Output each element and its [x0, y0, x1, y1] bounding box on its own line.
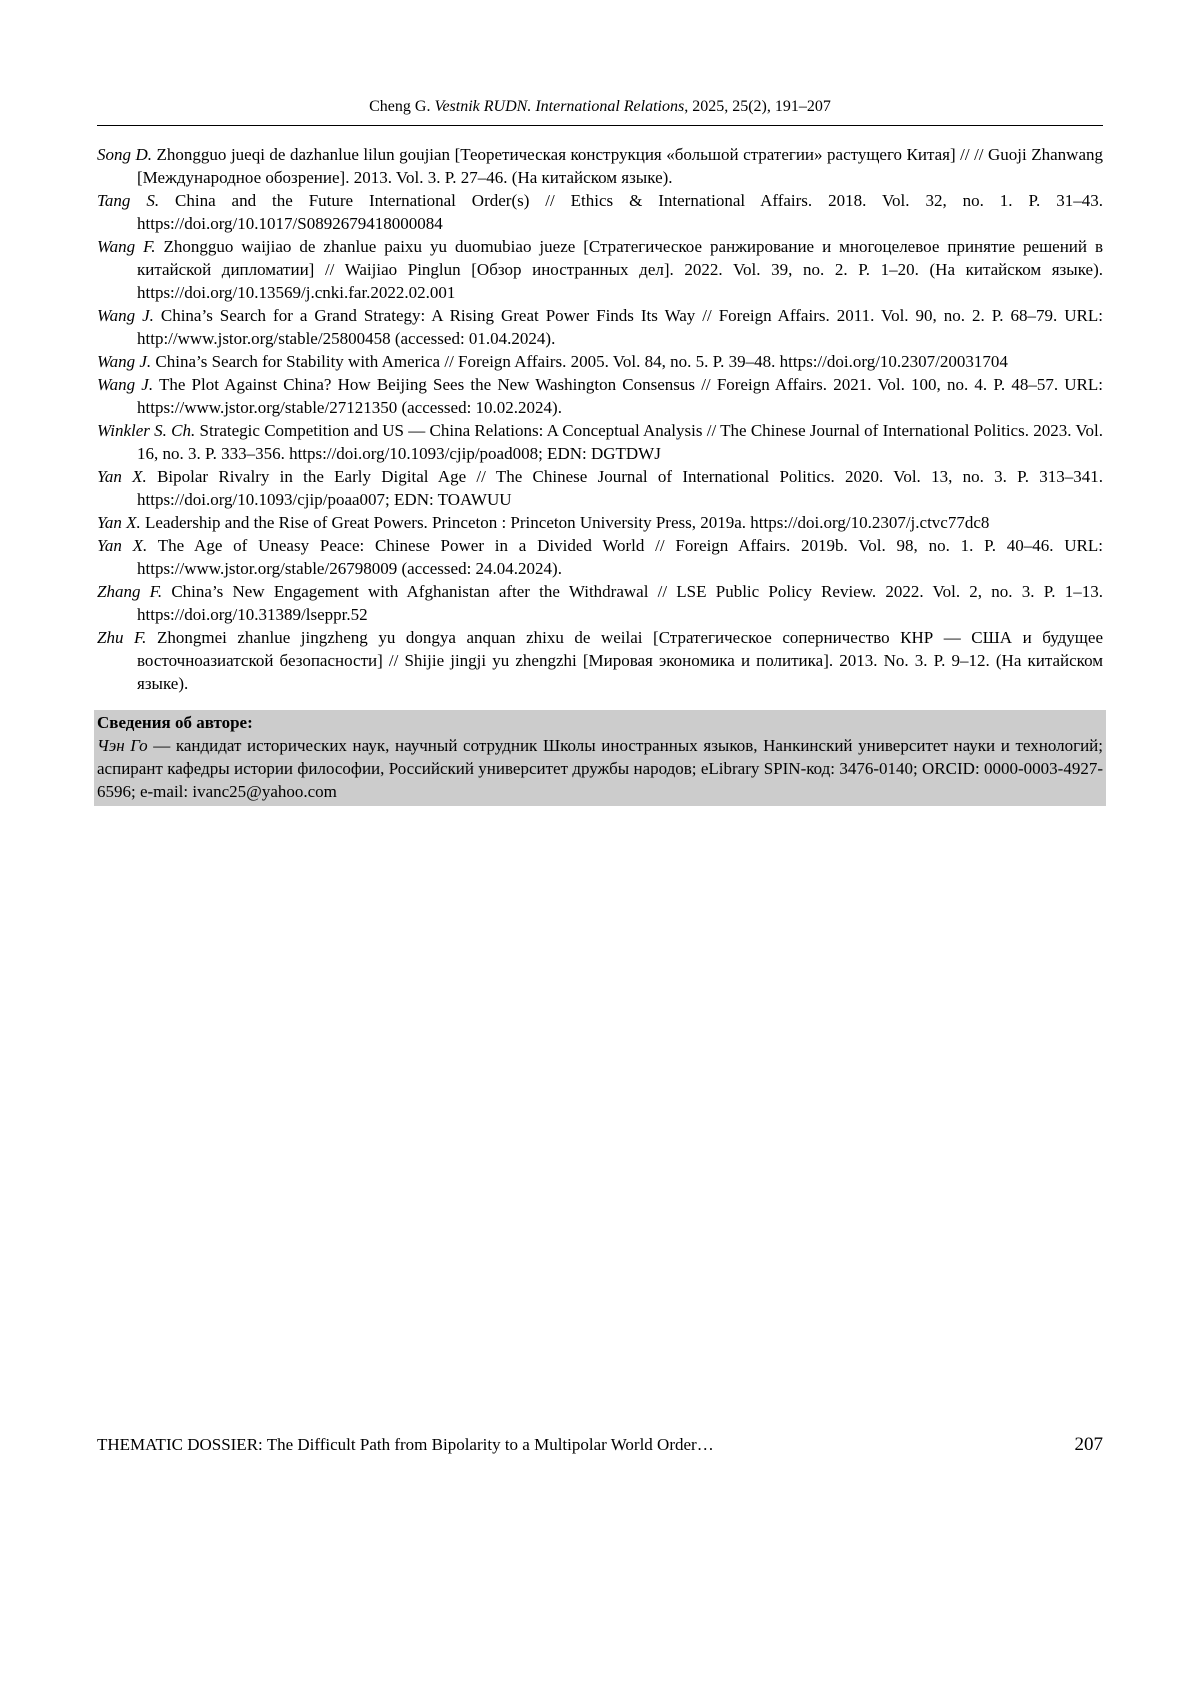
- reference-entry: [97, 350, 1103, 373]
- reference-entry: [97, 373, 1103, 419]
- reference-entry: [97, 189, 1103, 235]
- reference-entry: [97, 143, 1103, 189]
- reference-list: [97, 143, 1103, 695]
- reference-author: Tang S.: [97, 191, 160, 210]
- reference-text: China’s Search for Stability with America // Foreign Affairs. 2005. Vol. 84, no. 5. P. 39–48. https://doi.org/10.2307/20031704: [151, 352, 1008, 371]
- reference-entry: [97, 304, 1103, 350]
- reference-entry: [97, 235, 1103, 304]
- reference-text: Leadership and the Rise of Great Powers. Princeton : Princeton University Press, 2019a. https://doi.org/10.2307/j.ctvc77dc8: [140, 513, 990, 532]
- reference-text: The Age of Uneasy Peace: Chinese Power in a Divided World // Foreign Affairs. 2019b. Vol. 98, no. 1. P. 40–46. URL: https://www.jstor.org/stable/26798009 (accessed: 24.04.2024).: [137, 536, 1103, 578]
- reference-author: Wang J.: [97, 352, 152, 371]
- reference-text: China’s New Engagement with Afghanistan after the Withdrawal // LSE Public Policy Review. 2022. Vol. 2, no. 3. P. 1–13. https://doi.org/10.31389/lseppr.52: [137, 582, 1103, 624]
- reference-entry: [97, 534, 1103, 580]
- reference-entry: [97, 419, 1103, 465]
- running-head-author: Cheng G.: [369, 98, 435, 115]
- reference-author: Yan X.: [97, 513, 141, 532]
- reference-text: Zhongguo jueqi de dazhanlue lilun goujian [Теоретическая конструкция «большой стратегии» растущего Китая] // // Guoji Zhanwang [Международное обозрение]. 2013. Vol. 3. P. 27–46. (На китайском языке).: [137, 145, 1104, 187]
- running-head-journal: Vestnik RUDN. International Relations: [434, 98, 685, 115]
- reference-author: Winkler S. Ch.: [97, 421, 196, 440]
- reference-entry: [97, 511, 1103, 534]
- reference-entry: [97, 626, 1103, 695]
- author-info-text: [97, 734, 1103, 803]
- reference-text: China and the Future International Order(s) // Ethics & International Affairs. 2018. Vol. 32, no. 1. P. 31–43. https://doi.org/10.1017/S0892679418000084: [137, 191, 1103, 233]
- reference-author: Zhu F.: [97, 628, 147, 647]
- author-bio-text: — кандидат исторических наук, научный сотрудник Школы иностранных языков, Нанкинский университет науки и технологий; аспирант кафедры истории философии, Российский университет дружбы народов; eLibrary SPIN-код: 3476-0140; ORCID: 0000-0003-4927-6596; e-mail: ivanc25@yahoo.com: [97, 736, 1104, 801]
- footer-page-number: 207: [1074, 1434, 1103, 1455]
- reference-text: Zhongguo waijiao de zhanlue paixu yu duomubiao jueze [Стратегическое ранжирование и многоцелевое принятие решений в китайской дипломатии] // Waijiao Pinglun [Обзор иностранных дел]. 2022. Vol. 39, no. 2. P. 1–20. (На китайском языке). https://doi.org/10.13569/j.cnki.far.2022.02.001: [137, 237, 1103, 302]
- header-rule: [97, 125, 1103, 126]
- reference-author: Zhang F.: [97, 582, 163, 601]
- reference-entry: [97, 465, 1103, 511]
- running-head-issue: , 2025, 25(2), 191–207: [684, 98, 831, 115]
- reference-author: Wang J.: [97, 306, 154, 325]
- reference-author: Wang F.: [97, 237, 156, 256]
- page-content: [0, 0, 1200, 806]
- author-name: Чэн Го: [97, 736, 148, 755]
- reference-text: Strategic Competition and US — China Relations: A Conceptual Analysis // The Chinese Journal of International Politics. 2023. Vol. 16, no. 3. P. 333–356. https://doi.org/10.1093/cjip/poad008; EDN: DGTDWJ: [137, 421, 1103, 463]
- reference-entry: [97, 580, 1103, 626]
- author-info-heading: Сведения об авторе:: [97, 713, 253, 732]
- reference-text: The Plot Against China? How Beijing Sees the New Washington Consensus // Foreign Affairs. 2021. Vol. 100, no. 4. P. 48–57. URL: https://www.jstor.org/stable/27121350 (accessed: 10.02.2024).: [137, 375, 1103, 417]
- reference-text: Zhongmei zhanlue jingzheng yu dongya anquan zhixu de weilai [Стратегическое соперничество КНР — США и будущее восточноазиатской безопасности] // Shijie jingji yu zhengzhi [Мировая экономика и политика]. 2013. No. 3. P. 9–12. (На китайском языке).: [137, 628, 1103, 693]
- author-info-block: [94, 710, 1106, 806]
- running-head: [97, 98, 1103, 125]
- reference-author: Yan X.: [97, 467, 147, 486]
- reference-author: Yan X.: [97, 536, 148, 555]
- reference-author: Wang J.: [97, 375, 154, 394]
- page-footer: [97, 1434, 1103, 1456]
- reference-text: China’s Search for a Grand Strategy: A Rising Great Power Finds Its Way // Foreign Affairs. 2011. Vol. 90, no. 2. P. 68–79. URL: http://www.jstor.org/stable/25800458 (accessed: 01.04.2024).: [137, 306, 1103, 348]
- reference-text: Bipolar Rivalry in the Early Digital Age // The Chinese Journal of International Politics. 2020. Vol. 13, no. 3. P. 313–341. https://doi.org/10.1093/cjip/poaa007; EDN: TOAWUU: [137, 467, 1103, 509]
- footer-dossier-title: THEMATIC DOSSIER: The Difficult Path from Bipolarity to a Multipolar World Order…: [97, 1435, 714, 1454]
- reference-author: Song D.: [97, 145, 153, 164]
